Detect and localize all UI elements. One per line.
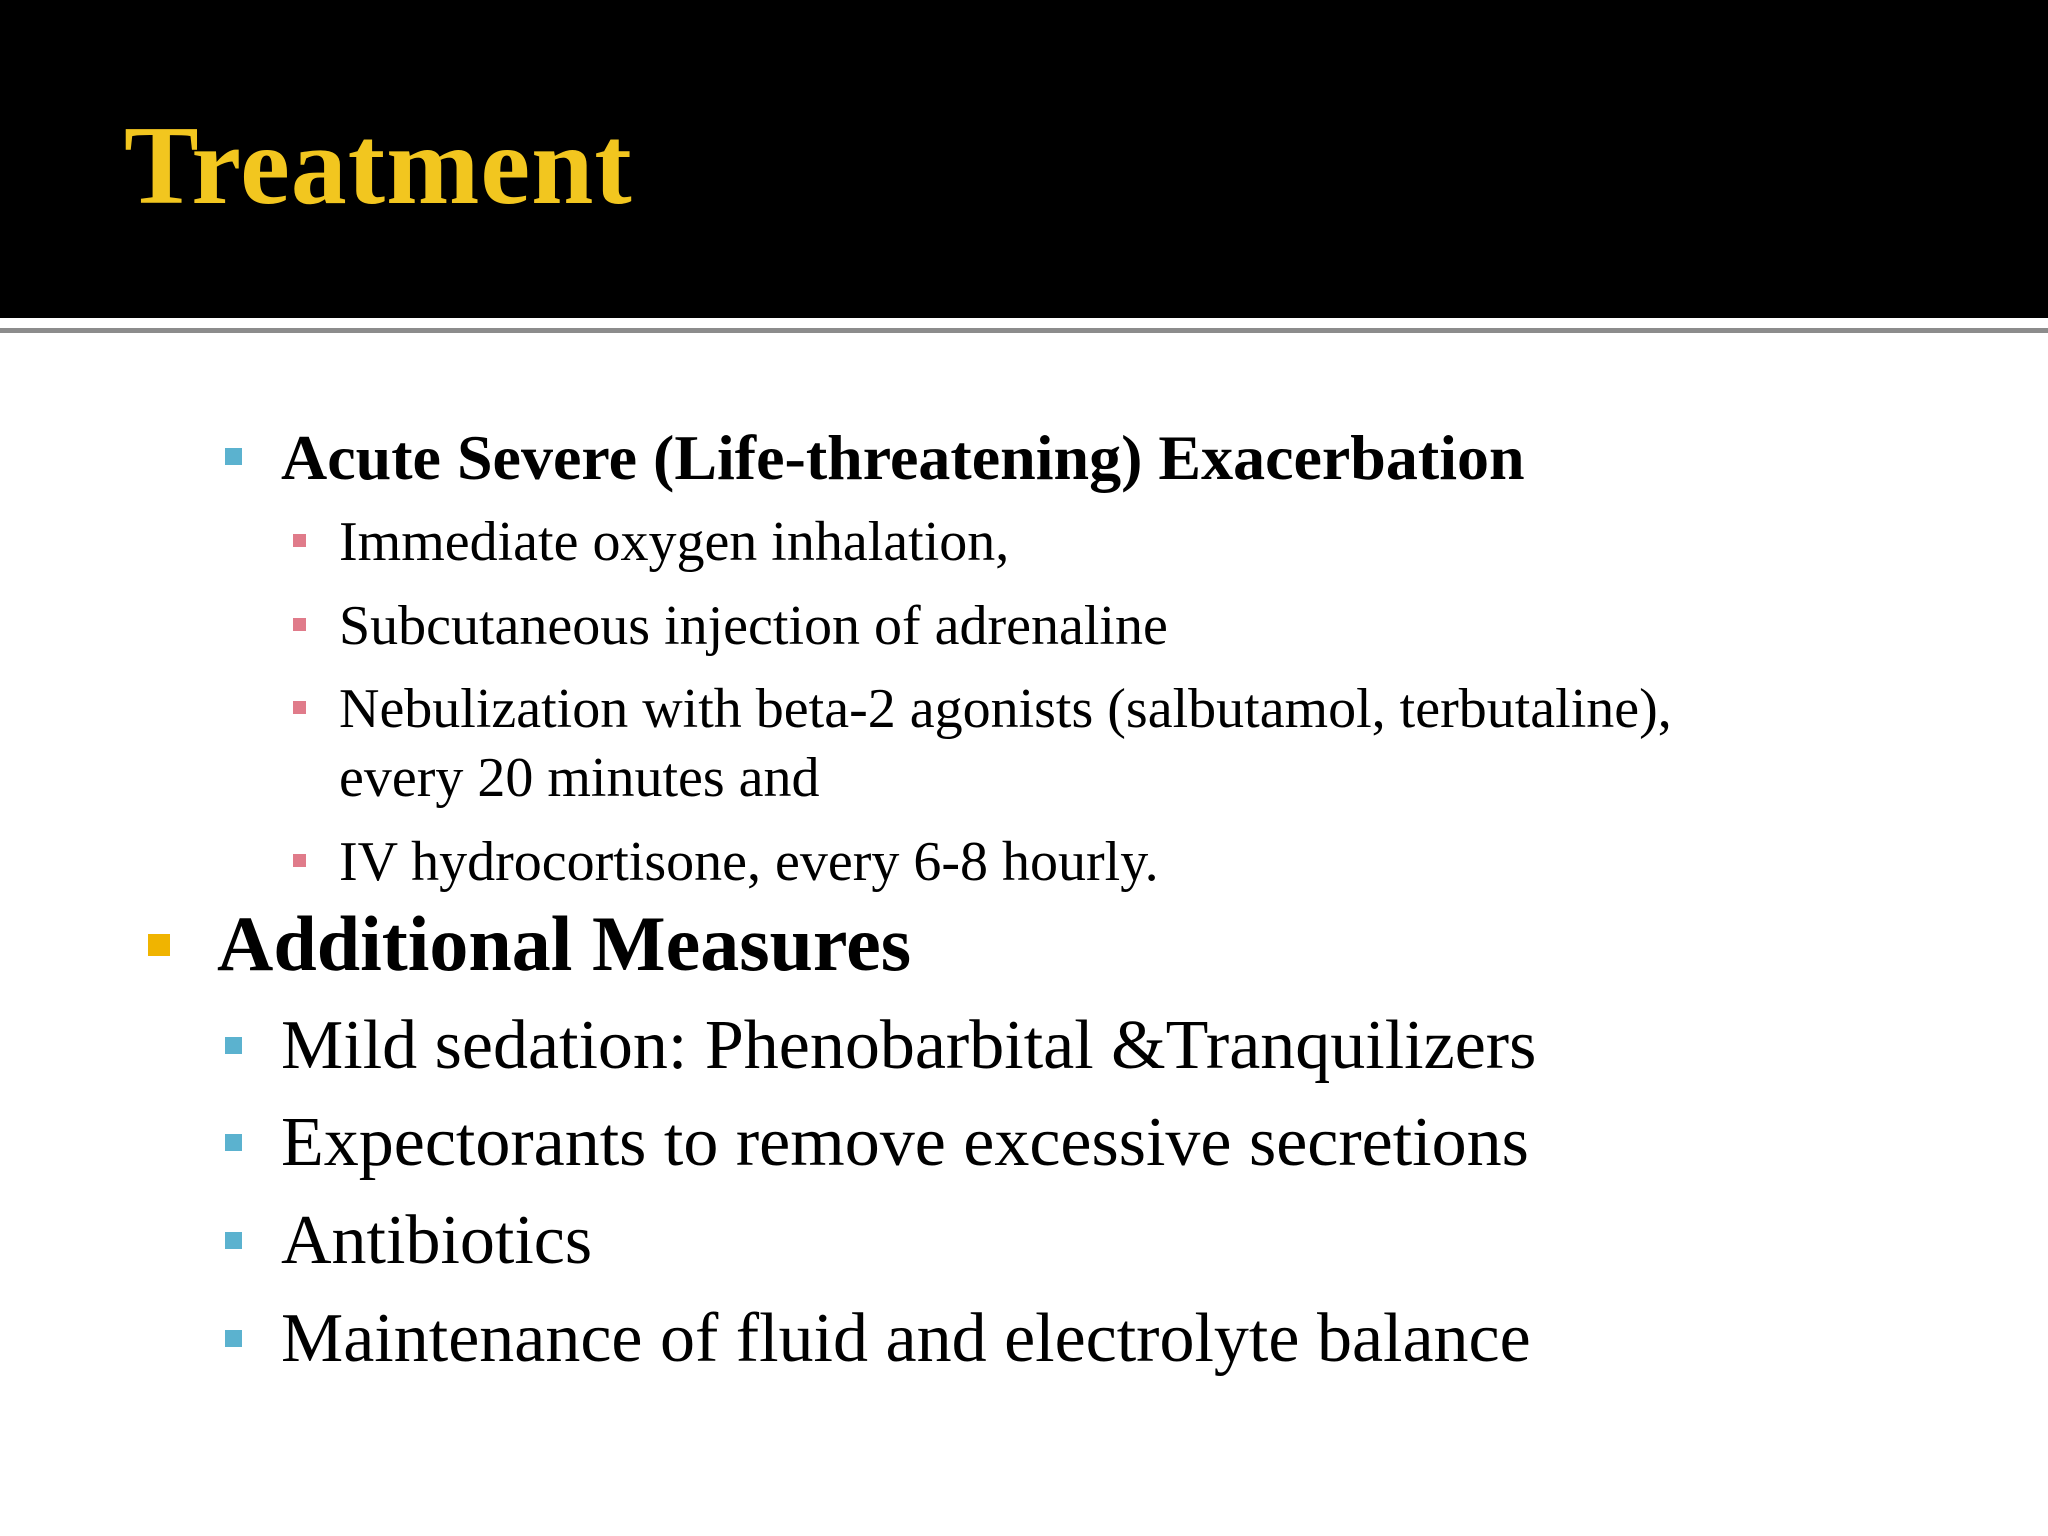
list-item-antibiotics xyxy=(225,1196,592,1286)
square-bullet-icon xyxy=(225,1232,242,1249)
square-bullet-icon xyxy=(225,1330,242,1347)
list-item-text-continued: every 20 minutes and xyxy=(339,747,820,809)
list-item-text: Immediate oxygen inhalation, xyxy=(339,511,1010,573)
square-bullet-icon xyxy=(148,934,170,956)
list-item-text: Expectorants to remove excessive secretions xyxy=(281,1104,1529,1181)
square-bullet-icon xyxy=(225,1037,242,1054)
square-bullet-icon xyxy=(225,448,242,465)
list-item-text: Antibiotics xyxy=(281,1202,593,1279)
square-bullet-icon xyxy=(225,1134,242,1151)
list-item-oxygen xyxy=(293,506,1009,578)
list-item-expectorants xyxy=(225,1098,1529,1188)
list-item-text: Nebulization with beta-2 agonists (salbutamol, terbutaline), xyxy=(339,678,1672,740)
list-item-text: Subcutaneous injection of adrenaline xyxy=(339,595,1168,657)
list-item-additional-measures xyxy=(148,894,911,994)
square-bullet-icon xyxy=(293,534,306,547)
square-bullet-icon xyxy=(293,618,306,631)
square-bullet-icon xyxy=(293,701,306,714)
square-bullet-icon xyxy=(293,854,306,867)
list-item-fluid-balance xyxy=(225,1294,1531,1384)
list-item-acute-severe xyxy=(225,418,1525,498)
list-item-text: Maintenance of fluid and electrolyte balance xyxy=(281,1300,1531,1377)
list-item-text: Mild sedation: Phenobarbital &Tranquilizers xyxy=(281,1007,1537,1084)
list-item-adrenaline xyxy=(293,590,1168,662)
list-item-hydrocortisone xyxy=(293,826,1159,898)
list-item-text: Additional Measures xyxy=(217,900,912,987)
list-item-text: IV hydrocortisone, every 6-8 hourly. xyxy=(339,831,1159,893)
list-item-nebulization xyxy=(293,673,1672,811)
list-item-sedation xyxy=(225,1001,1536,1091)
list-item-text: Acute Severe (Life-threatening) Exacerbation xyxy=(281,422,1525,493)
slide-title: Treatment xyxy=(124,104,633,228)
